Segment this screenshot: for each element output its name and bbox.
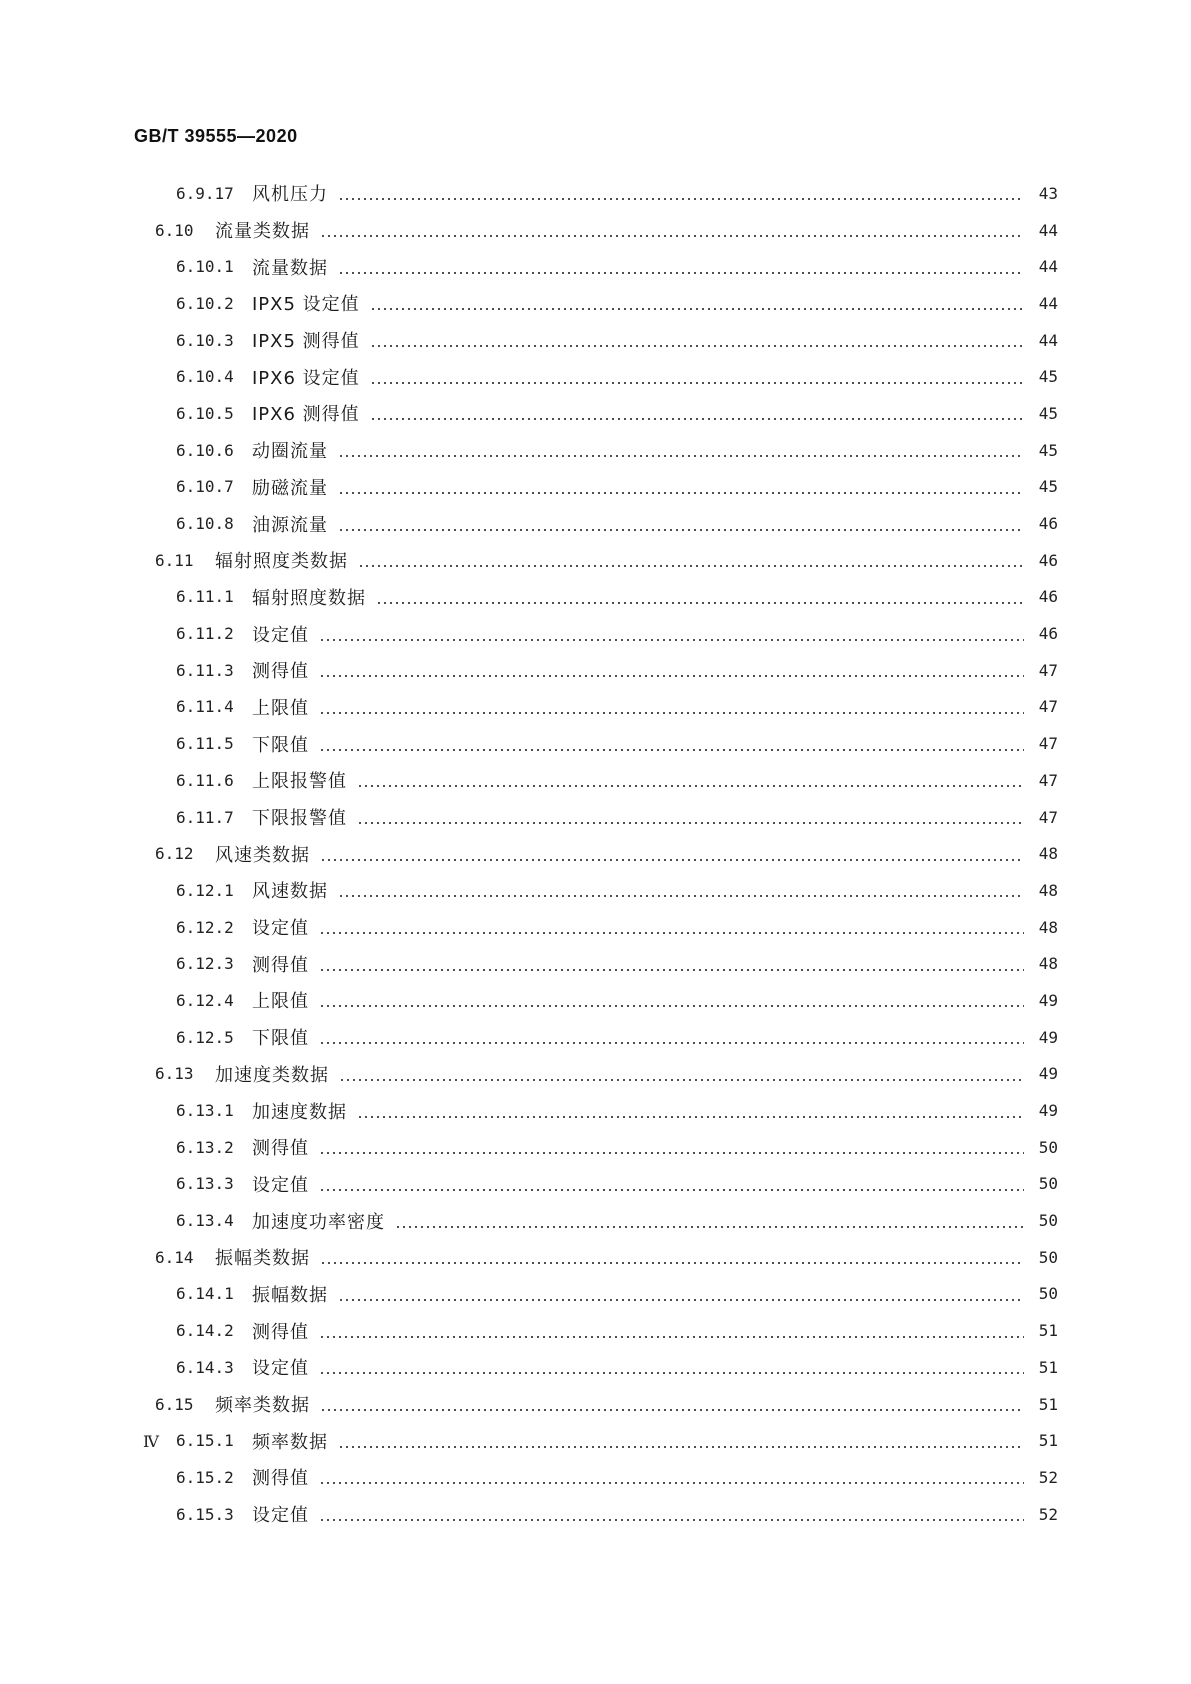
toc-entry-title: 动圈流量	[252, 441, 328, 463]
toc-dot-leader	[319, 735, 1024, 753]
toc-dot-leader	[358, 551, 1024, 569]
toc-entry-title: 上限值	[252, 991, 309, 1013]
toc-entry-page: 50	[1038, 1174, 1058, 1194]
toc-entry-title: 风速数据	[252, 881, 328, 903]
document-id: GB/T 39555—2020	[134, 126, 298, 146]
toc-entry-page: 44	[1038, 293, 1058, 313]
toc-entry[interactable]	[0, 762, 1191, 799]
toc-entry-page: 47	[1038, 660, 1058, 680]
toc-entry-title: 设定值	[252, 1174, 309, 1196]
toc-entry-page: 47	[1038, 807, 1058, 827]
toc-entry[interactable]	[0, 872, 1191, 909]
toc-entry-number: 6.10.8	[176, 514, 234, 534]
toc-entry[interactable]	[0, 835, 1191, 872]
toc-entry-number: 6.13	[155, 1064, 194, 1084]
toc-entry-page: 46	[1038, 550, 1058, 570]
toc-entry[interactable]	[0, 469, 1191, 506]
toc-entry-number: 6.11.1	[176, 587, 234, 607]
toc-entry-title: 测得值	[252, 1468, 309, 1490]
toc-entry-page: 51	[1038, 1321, 1058, 1341]
toc-dot-leader	[338, 441, 1024, 459]
toc-entry-title: IPX6 测得值	[252, 404, 360, 426]
toc-entry[interactable]	[0, 175, 1191, 212]
toc-entry-title: 频率类数据	[215, 1395, 310, 1417]
toc-entry[interactable]	[0, 1129, 1191, 1166]
toc-entry-number: 6.13.4	[176, 1211, 234, 1231]
toc-entry[interactable]	[0, 1239, 1191, 1276]
toc-entry-title: 下限值	[252, 734, 309, 756]
toc-entry[interactable]	[0, 652, 1191, 689]
toc-entry-number: 6.9.17	[176, 183, 234, 203]
toc-entry-page: 47	[1038, 770, 1058, 790]
toc-entry[interactable]	[0, 1422, 1191, 1459]
toc-entry-page: 44	[1038, 257, 1058, 277]
toc-dot-leader	[319, 1468, 1024, 1486]
toc-entry[interactable]	[0, 1276, 1191, 1313]
toc-dot-leader	[370, 331, 1024, 349]
toc-entry-page: 48	[1038, 917, 1058, 937]
toc-entry-page: 49	[1038, 1064, 1058, 1084]
toc-entry[interactable]	[0, 1092, 1191, 1129]
toc-entry-title: 流量类数据	[215, 221, 310, 243]
toc-dot-leader	[338, 1432, 1024, 1450]
toc-entry-page: 45	[1038, 403, 1058, 423]
toc-entry-title: 上限值	[252, 697, 309, 719]
toc-entry-page: 45	[1038, 477, 1058, 497]
toc-entry-page: 49	[1038, 1101, 1058, 1121]
toc-entry-page: 43	[1038, 183, 1058, 203]
toc-entry-number: 6.15.2	[176, 1467, 234, 1487]
toc-dot-leader	[320, 845, 1024, 863]
toc-entry-page: 44	[1038, 330, 1058, 350]
toc-entry-page: 50	[1038, 1284, 1058, 1304]
toc-dot-leader	[357, 808, 1024, 826]
toc-entry-page: 48	[1038, 880, 1058, 900]
toc-entry-title: 测得值	[252, 1321, 309, 1343]
toc-entry[interactable]	[0, 1496, 1191, 1533]
toc-entry-page: 51	[1038, 1394, 1058, 1414]
toc-entry-number: 6.14	[155, 1247, 194, 1267]
toc-entry-title: 加速度数据	[252, 1101, 347, 1123]
toc-entry[interactable]	[0, 689, 1191, 726]
toc-entry-number: 6.14.2	[176, 1321, 234, 1341]
toc-entry-title: 设定值	[252, 918, 309, 940]
toc-entry-page: 51	[1038, 1431, 1058, 1451]
toc-entry-number: 6.10.6	[176, 440, 234, 460]
toc-entry-page: 49	[1038, 990, 1058, 1010]
toc-entry-number: 6.12.5	[176, 1027, 234, 1047]
toc-entry[interactable]	[0, 799, 1191, 836]
toc-dot-leader	[319, 661, 1024, 679]
toc-dot-leader	[370, 294, 1024, 312]
toc-entry-number: 6.13.1	[176, 1101, 234, 1121]
toc-entry-page: 52	[1038, 1467, 1058, 1487]
toc-entry[interactable]	[0, 579, 1191, 616]
toc-entry-page: 47	[1038, 734, 1058, 754]
toc-entry-number: 6.11.2	[176, 624, 234, 644]
toc-entry[interactable]	[0, 1056, 1191, 1093]
toc-entry[interactable]	[0, 1312, 1191, 1349]
toc-entry-title: 加速度类数据	[215, 1064, 329, 1086]
toc-dot-leader	[319, 955, 1024, 973]
toc-entry-page: 49	[1038, 1027, 1058, 1047]
toc-entry-number: 6.12.1	[176, 880, 234, 900]
toc-entry[interactable]	[0, 1349, 1191, 1386]
toc-entry-title: 励磁流量	[252, 477, 328, 499]
toc-entry-page: 50	[1038, 1247, 1058, 1267]
toc-entry-title: 下限值	[252, 1028, 309, 1050]
toc-dot-leader	[319, 698, 1024, 716]
toc-entry-title: 流量数据	[252, 257, 328, 279]
toc-dot-leader	[338, 184, 1024, 202]
toc-entry[interactable]	[0, 322, 1191, 359]
toc-entry-number: 6.11.4	[176, 697, 234, 717]
toc-dot-leader	[319, 1175, 1024, 1193]
toc-entry-number: 6.15	[155, 1394, 194, 1414]
toc-dot-leader	[338, 478, 1024, 496]
toc-entry-page: 45	[1038, 367, 1058, 387]
toc-dot-leader	[320, 1248, 1024, 1266]
toc-entry-title: 测得值	[252, 661, 309, 683]
toc-entry-title: IPX5 设定值	[252, 294, 360, 316]
toc-dot-leader	[319, 918, 1024, 936]
toc-entry[interactable]	[0, 212, 1191, 249]
toc-entry-page: 47	[1038, 697, 1058, 717]
toc-entry-number: 6.13.3	[176, 1174, 234, 1194]
toc-entry-number: 6.12.2	[176, 917, 234, 937]
toc-entry-number: 6.13.2	[176, 1137, 234, 1157]
toc-entry-title: 加速度功率密度	[252, 1211, 385, 1233]
page-number: Ⅳ	[143, 1434, 159, 1451]
toc-entry-title: 振幅数据	[252, 1284, 328, 1306]
toc-dot-leader	[357, 1102, 1024, 1120]
toc-entry[interactable]	[0, 909, 1191, 946]
toc-entry[interactable]	[0, 505, 1191, 542]
toc-dot-leader	[319, 625, 1024, 643]
toc-entry[interactable]	[0, 358, 1191, 395]
toc-entry-page: 50	[1038, 1211, 1058, 1231]
toc-entry-title: 下限报警值	[252, 808, 347, 830]
toc-dot-leader	[319, 1322, 1024, 1340]
toc-entry-title: 辐射照度数据	[252, 587, 366, 609]
toc-entry-page: 44	[1038, 220, 1058, 240]
toc-dot-leader	[320, 221, 1024, 239]
toc-dot-leader	[319, 991, 1024, 1009]
toc-entry-number: 6.11.6	[176, 770, 234, 790]
toc-entry[interactable]	[0, 395, 1191, 432]
toc-dot-leader	[370, 368, 1024, 386]
toc-entry-number: 6.11	[155, 550, 194, 570]
toc-dot-leader	[370, 404, 1024, 422]
toc-entry-title: 设定值	[252, 1505, 309, 1527]
toc-entry[interactable]	[0, 432, 1191, 469]
toc-entry[interactable]	[0, 1019, 1191, 1056]
toc-entry-title: 风机压力	[252, 184, 328, 206]
toc-entry[interactable]	[0, 542, 1191, 579]
toc-entry-number: 6.10	[155, 220, 194, 240]
toc-entry-number: 6.12.4	[176, 990, 234, 1010]
toc-entry-title: 辐射照度类数据	[215, 551, 348, 573]
toc-entry-number: 6.11.5	[176, 734, 234, 754]
toc-entry-number: 6.11.7	[176, 807, 234, 827]
toc-entry-title: 测得值	[252, 1138, 309, 1160]
toc-dot-leader	[338, 258, 1024, 276]
toc-entry[interactable]	[0, 1202, 1191, 1239]
toc-entry-number: 6.12	[155, 844, 194, 864]
toc-entry-number: 6.11.3	[176, 660, 234, 680]
toc-entry[interactable]	[0, 1166, 1191, 1203]
toc-entry-page: 51	[1038, 1357, 1058, 1377]
toc-entry-title: IPX5 测得值	[252, 331, 360, 353]
toc-dot-leader	[319, 1505, 1024, 1523]
toc-dot-leader	[338, 515, 1024, 533]
toc-entry-page: 45	[1038, 440, 1058, 460]
toc-entry[interactable]	[0, 248, 1191, 285]
toc-entry-page: 46	[1038, 514, 1058, 534]
toc-dot-leader	[395, 1212, 1024, 1230]
toc-entry-number: 6.10.2	[176, 293, 234, 313]
toc-entry[interactable]	[0, 982, 1191, 1019]
toc-entry-number: 6.10.7	[176, 477, 234, 497]
toc-entry-number: 6.15.1	[176, 1431, 234, 1451]
toc-dot-leader	[319, 1028, 1024, 1046]
toc-entry-number: 6.15.3	[176, 1504, 234, 1524]
toc-entry[interactable]	[0, 1459, 1191, 1496]
toc-dot-leader	[376, 588, 1024, 606]
toc-dot-leader	[320, 1395, 1024, 1413]
toc-entry-title: 设定值	[252, 1358, 309, 1380]
toc-entry-title: 振幅类数据	[215, 1248, 310, 1270]
toc-entry-number: 6.10.4	[176, 367, 234, 387]
toc-dot-leader	[357, 771, 1024, 789]
toc-dot-leader	[319, 1358, 1024, 1376]
toc-entry-number: 6.10.1	[176, 257, 234, 277]
toc-entry[interactable]	[0, 615, 1191, 652]
toc-entry-number: 6.14.3	[176, 1357, 234, 1377]
table-of-contents	[0, 175, 1191, 1532]
toc-entry-number: 6.10.3	[176, 330, 234, 350]
toc-entry[interactable]	[0, 725, 1191, 762]
toc-entry[interactable]	[0, 945, 1191, 982]
toc-entry-title: 风速类数据	[215, 844, 310, 866]
toc-entry[interactable]	[0, 1386, 1191, 1423]
toc-dot-leader	[338, 881, 1024, 899]
toc-entry-number: 6.14.1	[176, 1284, 234, 1304]
toc-entry-page: 52	[1038, 1504, 1058, 1524]
toc-entry-title: 频率数据	[252, 1431, 328, 1453]
toc-entry-title: 上限报警值	[252, 771, 347, 793]
toc-entry-page: 46	[1038, 587, 1058, 607]
toc-entry-number: 6.12.3	[176, 954, 234, 974]
toc-entry-page: 48	[1038, 844, 1058, 864]
toc-entry-title: 油源流量	[252, 514, 328, 536]
toc-entry-title: 设定值	[252, 624, 309, 646]
toc-dot-leader	[339, 1065, 1024, 1083]
toc-entry-title: IPX6 设定值	[252, 367, 360, 389]
toc-entry-number: 6.10.5	[176, 403, 234, 423]
toc-entry[interactable]	[0, 285, 1191, 322]
toc-dot-leader	[319, 1138, 1024, 1156]
toc-entry-page: 48	[1038, 954, 1058, 974]
toc-entry-title: 测得值	[252, 954, 309, 976]
toc-dot-leader	[338, 1285, 1024, 1303]
toc-entry-page: 50	[1038, 1137, 1058, 1157]
toc-entry-page: 46	[1038, 624, 1058, 644]
